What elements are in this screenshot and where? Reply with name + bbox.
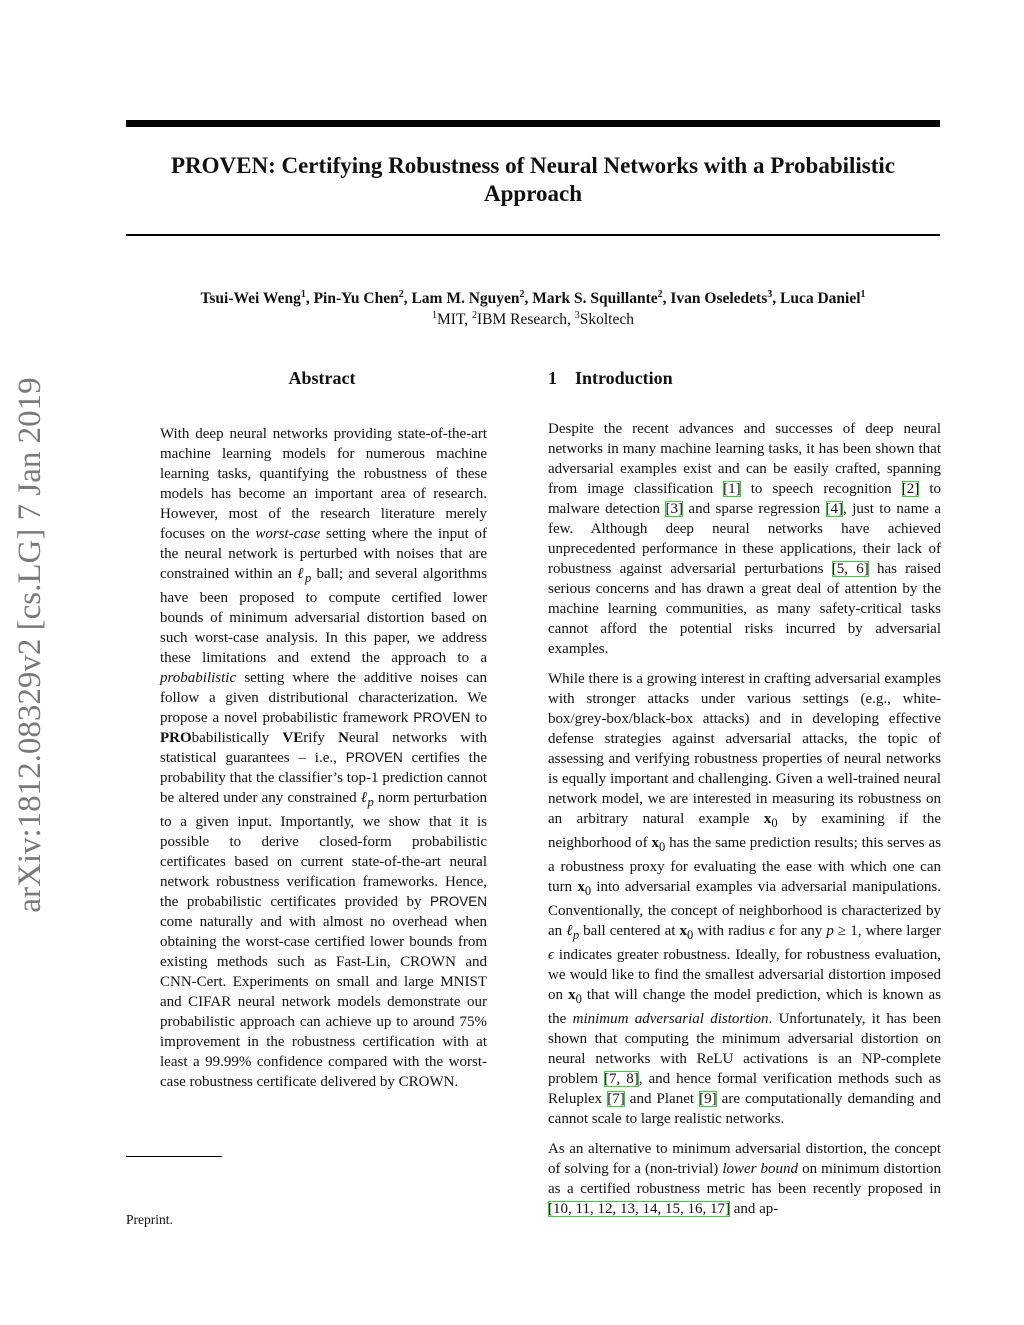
abstract-body: With deep neural networks providing state-of-the-art machine learning models for numerous machine learning tasks, quantifying the robustness of these models has become an important area of research. However, most of the research literature merely focuses on the worst-case setting where the input of the neural network is perturbed with noises that are constrained within an ℓ$_p$ ball; and several algorithms have been proposed to compute certified lower bounds of minimum adversarial distortion based on such worst-case analysis. In this paper, we address these limitations and extend the approach to a probabilistic setting where the additive noises can follow a given distributional characterization. We propose a novel probabilistic framework PROVEN to PRObabilistically VErify Neural networks with statistical guarantees – i.e., PROVEN certifies the probability that the classifier’s top-1 prediction cannot be altered under any constrained ℓ$_p$ norm perturbation to a given input. Importantly, we show that it is possible to derive closed-form probabilistic certificates based on current state-of-the-art neural network robustness verification frameworks. Hence, the probabilistic certificates provided by PROVEN come naturally and with almost no overhead when obtaining the worst-case certified lower bounds from existing methods such as Fast-Lin, CROWN and CNN-Cert. Experiments on small and large MNIST and CIFAR neural network models demonstrate our probabilistic approach can achieve up to around 75% improvement in the robustness certification with at least a 99.99% confidence compared with the worst-case robustness certificate delivered by CROWN.: [160, 426, 488, 1090]
citation-link[interactable]: [10, 11, 12, 13, 14, 15, 16, 17]: [548, 1201, 730, 1217]
section-title: Introduction: [575, 368, 673, 388]
author: Luca Daniel: [780, 290, 861, 307]
author: Pin-Yu Chen: [313, 290, 399, 307]
paragraph: As an alternative to minimum adversarial distortion, the concept of solving for a (non-trivial) lower bound on minimum distortion as a certified robustness metric has been recently proposed in [10, 11, 12, 13, 14, 15, 16, 17] and ap-: [548, 1141, 942, 1217]
title-bottom-rule: [126, 234, 940, 236]
affiliations: $^1$MIT, $^2$IBM Research, $^3$Skoltech: [432, 309, 634, 328]
paragraph: Despite the recent advances and successes of deep neural networks in many machine learning tasks, it has been shown that adversarial examples exist and can be easily crafted, spanning from image classification [1] to speech recognition [2] to malware detection [3] and sparse regression [4], just to name a few. Although deep neural networks have achieved unprecedented performance in these applications, their lack of robustness against adversarial perturbations [5, 6] has raised serious concerns and has drawn a great deal of attention by the machine learning communities, as many safety-critical tasks cannot afford the potential risks incurred by adversarial examples.: [548, 421, 942, 657]
footnote-rule: [126, 1156, 222, 1157]
citation-link[interactable]: [3]: [665, 501, 683, 517]
author: Lam M. Nguyen: [411, 290, 520, 307]
arxiv-identifier-margin: arXiv:1812.08329v2 [cs.LG] 7 Jan 2019: [12, 377, 48, 913]
author: Ivan Oseledets: [670, 290, 768, 307]
citation-link[interactable]: [7]: [607, 1091, 625, 1107]
author: Mark S. Squillante: [532, 290, 658, 307]
author: Tsui-Wei Weng: [200, 290, 301, 307]
paper-title: PROVEN: Certifying Robustness of Neural Networks with a Probabilistic Approach: [170, 153, 896, 206]
citation-link[interactable]: [4]: [825, 501, 844, 517]
section-heading-introduction: [548, 368, 673, 389]
introduction-body: [548, 419, 941, 1229]
citation-link[interactable]: [2]: [901, 481, 920, 497]
citation-link[interactable]: [5, 6]: [831, 561, 869, 577]
preprint-note: Preprint.: [126, 1212, 173, 1227]
citation-link[interactable]: [1]: [723, 481, 741, 497]
paragraph: While there is a growing interest in crafting adversarial examples with stronger attacks under various settings (e.g., white-box/grey-box/black-box attacks) and in developing effective defense strategies against adversarial attacks, the topic of assessing and verifying robustness properties of neural networks is equally important and challenging. Given a well-trained neural network model, we are interested in measuring its robustness on an arbitrary natural example $x_0$ by examining if the neighborhood of $x_0$ has the same prediction results; this serves as a robustness proxy for evaluating the ease with which one can turn $x_0$ into adversarial examples via adversarial manipulations. Conventionally, the concept of neighborhood is characterized by an ℓ$_p$ ball centered at $x_0$ with radius ϵ for any p ≥ 1, where larger ϵ indicates greater robustness. Ideally, for robustness evaluation, we would like to find the smallest adversarial distortion imposed on $x_0$ that will change the model prediction, which is known as the minimum adversarial distortion. Unfortunately, it has been shown that computing the minimum adversarial distortion on neural networks with ReLU activations is an NP-complete problem [7, 8], and hence formal verification methods such as Reluplex [7] and Planet [9] are computationally demanding and cannot scale to large realistic networks.: [548, 671, 942, 1127]
section-number: 1: [548, 368, 557, 388]
citation-link[interactable]: [9]: [699, 1091, 717, 1107]
title-top-rule: [126, 120, 940, 127]
author-list: Tsui-Wei Weng$^1$, Pin-Yu Chen$^2$, Lam M. Nguyen$^2$, Mark S. Squillante$^2$, Ivan Oseledets$^3$, Luca Daniel$^1$: [200, 288, 866, 307]
abstract-heading: Abstract: [288, 368, 356, 388]
citation-link[interactable]: [7, 8]: [603, 1071, 639, 1087]
